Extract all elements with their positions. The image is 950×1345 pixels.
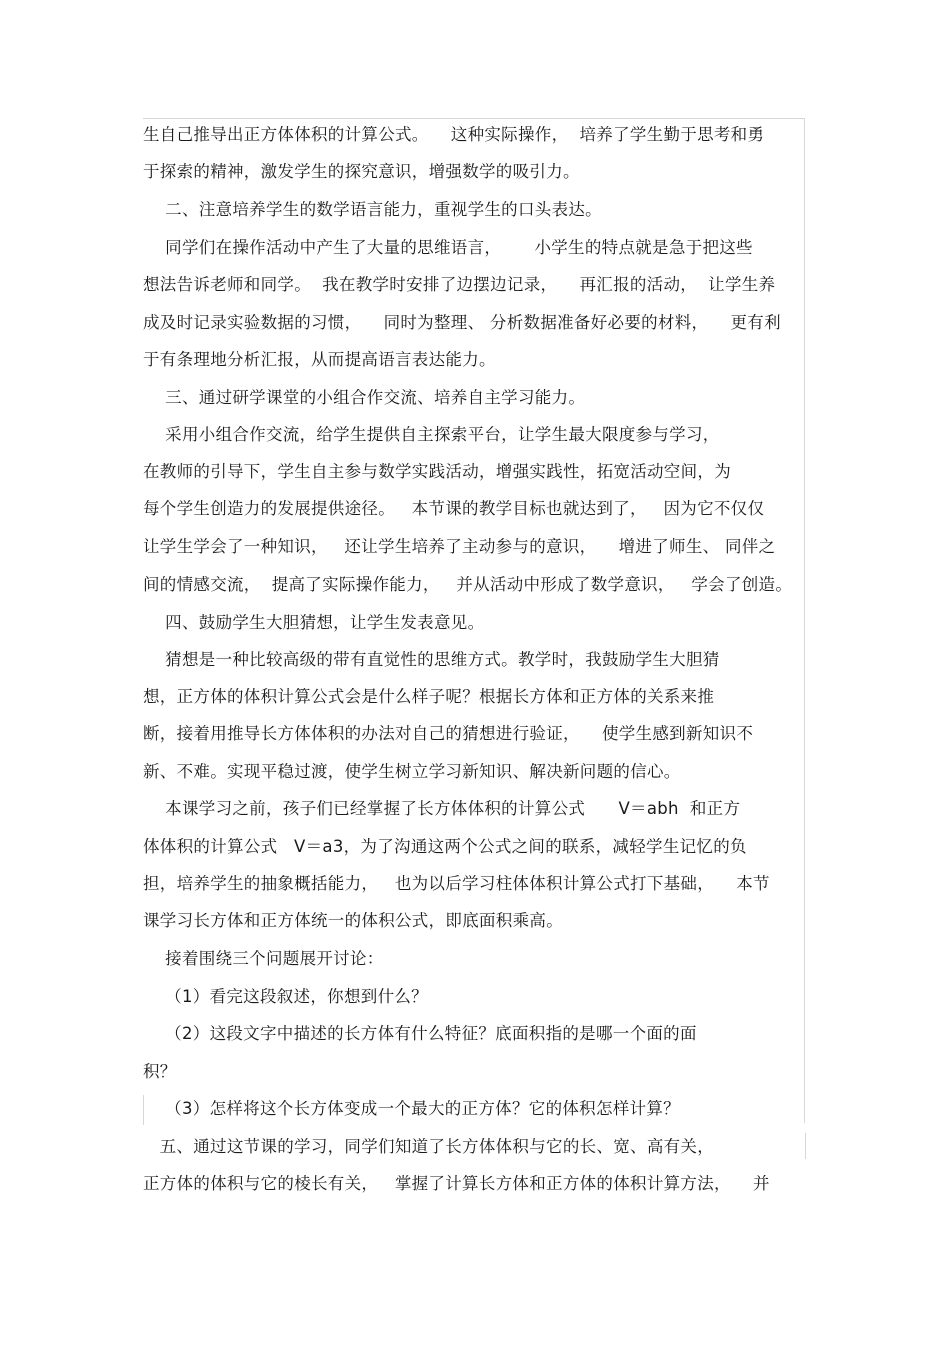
text-frame-right-border [804, 118, 805, 1123]
text-line: 正方体的体积与它的棱长有关， 掌握了计算长方体和正方体的体积计算方法， 并 [143, 1174, 770, 1193]
text-frame-top-border [143, 118, 804, 119]
text-line: 断，接着用推导长方体体积的办法对自己的猜想进行验证， 使学生感到新知识不 [143, 724, 754, 743]
text-line: 于有条理地分析汇报，从而提高语言表达能力。 [143, 350, 496, 369]
section-heading: 五、通过这节课的学习，同学们知道了长方体体积与它的长、宽、高有关， [143, 1137, 715, 1156]
section-heading: 三、通过研学课堂的小组合作交流、培养自主学习能力。 [143, 388, 586, 407]
text-line: 想，正方体的体积计算公式会是什么样子呢？根据长方体和正方体的关系来推 [143, 687, 715, 706]
question-item: （3）怎样将这个长方体变成一个最大的正方体？它的体积怎样计算？ [143, 1099, 680, 1118]
text-line: 成及时记录实验数据的习惯， 同时为整理、 分析数据准备好必要的材料， 更有利 [143, 313, 781, 332]
section-heading: 二、注意培养学生的数学语言能力，重视学生的口头表达。 [143, 200, 602, 219]
question-item-continuation: 积？ [143, 1062, 177, 1081]
question-item: （1）看完这段叙述，你想到什么？ [143, 987, 428, 1006]
text-line: 同学们在操作活动中产生了大量的思维语言， 小学生的特点就是急于把这些 [143, 238, 753, 257]
section-heading: 四、鼓励学生大胆猜想，让学生发表意见。 [143, 613, 485, 632]
text-line: 间的情感交流， 提高了实际操作能力， 并从活动中形成了数学意识， 学会了创造。 [143, 575, 793, 594]
text-line: 体体积的计算公式 V＝a3，为了沟通这两个公式之间的联系，减轻学生记忆的负 [143, 837, 747, 856]
text-line: 猜想是一种比较高级的带有直觉性的思维方式。教学时，我鼓励学生大胆猜 [143, 650, 720, 669]
text-line: 想法告诉老师和同学。 我在教学时安排了边摆边记录， 再汇报的活动， 让学生养 [143, 275, 776, 294]
text-frame-right-border-lower [805, 1133, 806, 1159]
text-line: 在教师的引导下，学生自主参与数学实践活动，增强实践性，拓宽活动空间，为 [143, 462, 731, 481]
question-item: （2）这段文字中描述的长方体有什么特征？底面积指的是哪一个面的面 [143, 1024, 697, 1043]
text-line: 新、不难。实现平稳过渡，使学生树立学习新知识、解决新问题的信心。 [143, 762, 681, 781]
text-line: 本课学习之前，孩子们已经掌握了长方体体积的计算公式 V＝abh 和正方 [143, 799, 741, 818]
text-line: 担，培养学生的抽象概括能力， 也为以后学习柱体体积计算公式打下基础， 本节 [143, 874, 770, 893]
text-line: 接着围绕三个问题展开讨论： [143, 949, 384, 968]
text-line: 采用小组合作交流，给学生提供自主探索平台，让学生最大限度参与学习， [143, 425, 720, 444]
text-line: 生自己推导出正方体体积的计算公式。 这种实际操作， 培养了学生勤于思考和勇 [143, 125, 765, 144]
text-line: 让学生学会了一种知识， 还让学生培养了主动参与的意识， 增进了师生、 同伴之 [143, 537, 776, 556]
text-line: 每个学生创造力的发展提供途径。 本节课的教学目标也就达到了， 因为它不仅仅 [143, 499, 765, 518]
text-line: 于探索的精神，激发学生的探究意识，增强数学的吸引力。 [143, 162, 580, 181]
text-line: 课学习长方体和正方体统一的体积公式，即底面积乘高。 [143, 911, 563, 930]
